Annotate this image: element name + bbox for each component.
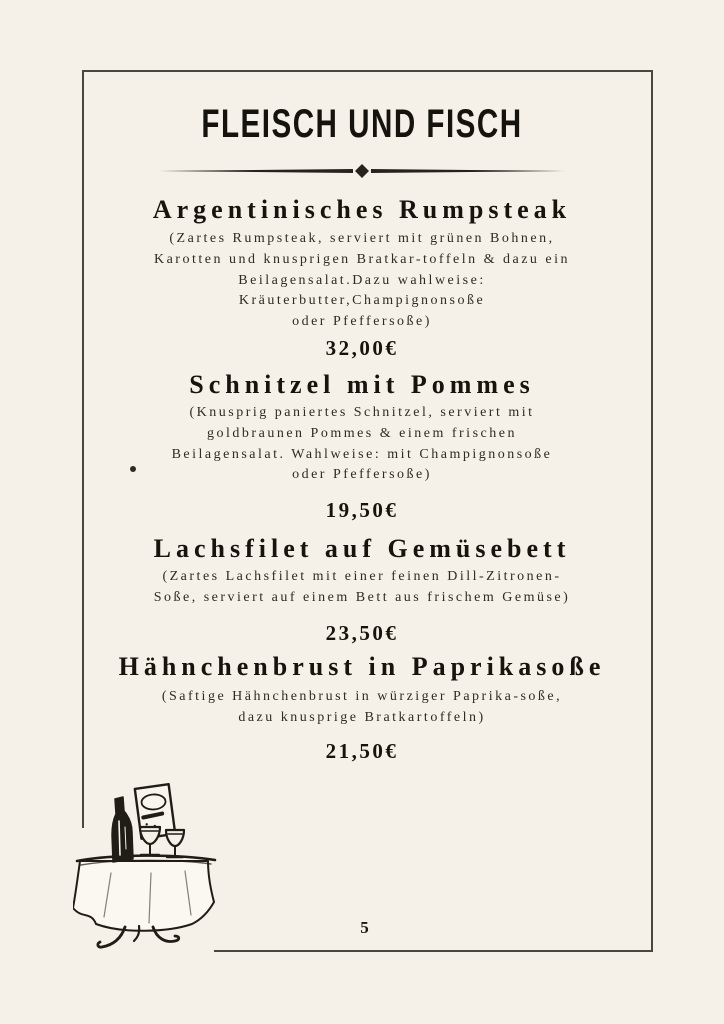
- menu-item: [92, 369, 632, 522]
- stray-bullet: [130, 466, 136, 472]
- dish-description: (Zartes Lachsfilet mit einer feinen Dill-Zitronen- Soße, serviert auf einem Bett aus frischem Gemüse): [153, 569, 571, 605]
- diamond-divider-icon: [157, 164, 567, 178]
- page-title: FLEISCH UND FISCH: [201, 102, 523, 146]
- menu-item: [92, 533, 632, 645]
- menu-item: [92, 194, 632, 360]
- dish-description: (Knusprig paniertes Schnitzel, serviert mit goldbraunen Pommes & einem frischen Beilagensalat. Wahlweise: mit Champignonsoße oder Pfeffersoße): [171, 404, 553, 483]
- menu-content: [92, 0, 632, 763]
- page-frame-bottom: [214, 950, 653, 952]
- dish-name: Schnitzel mit Pommes: [189, 369, 535, 399]
- dish-price: 32,00€: [325, 335, 399, 360]
- dish-description: (Zartes Rumpsteak, serviert mit grünen Bohnen, Karotten und knusprigen Bratkar-toffeln & dazu ein Beilagensalat.Dazu wahlweise: Kräuterbutter,Champignonsoße oder Pfeffersoße): [153, 231, 571, 330]
- table-wine-illustration-icon: [73, 781, 223, 959]
- dish-price: 23,50€: [325, 620, 399, 645]
- page-frame-left: [82, 70, 84, 828]
- menu-item: [92, 651, 632, 764]
- page-number: 5: [360, 918, 370, 937]
- page-frame-right: [651, 70, 653, 952]
- dish-name: Argentinisches Rumpsteak: [152, 195, 572, 224]
- dish-name: Lachsfilet auf Gemüsebett: [153, 534, 571, 564]
- dish-name: Hähnchenbrust in Paprikasoße: [118, 651, 606, 681]
- dish-price: 21,50€: [325, 739, 399, 764]
- dish-description: (Saftige Hähnchenbrust in würziger Paprika-soße, dazu knusprige Bratkartoffeln): [161, 688, 563, 725]
- dish-price: 19,50€: [325, 498, 399, 523]
